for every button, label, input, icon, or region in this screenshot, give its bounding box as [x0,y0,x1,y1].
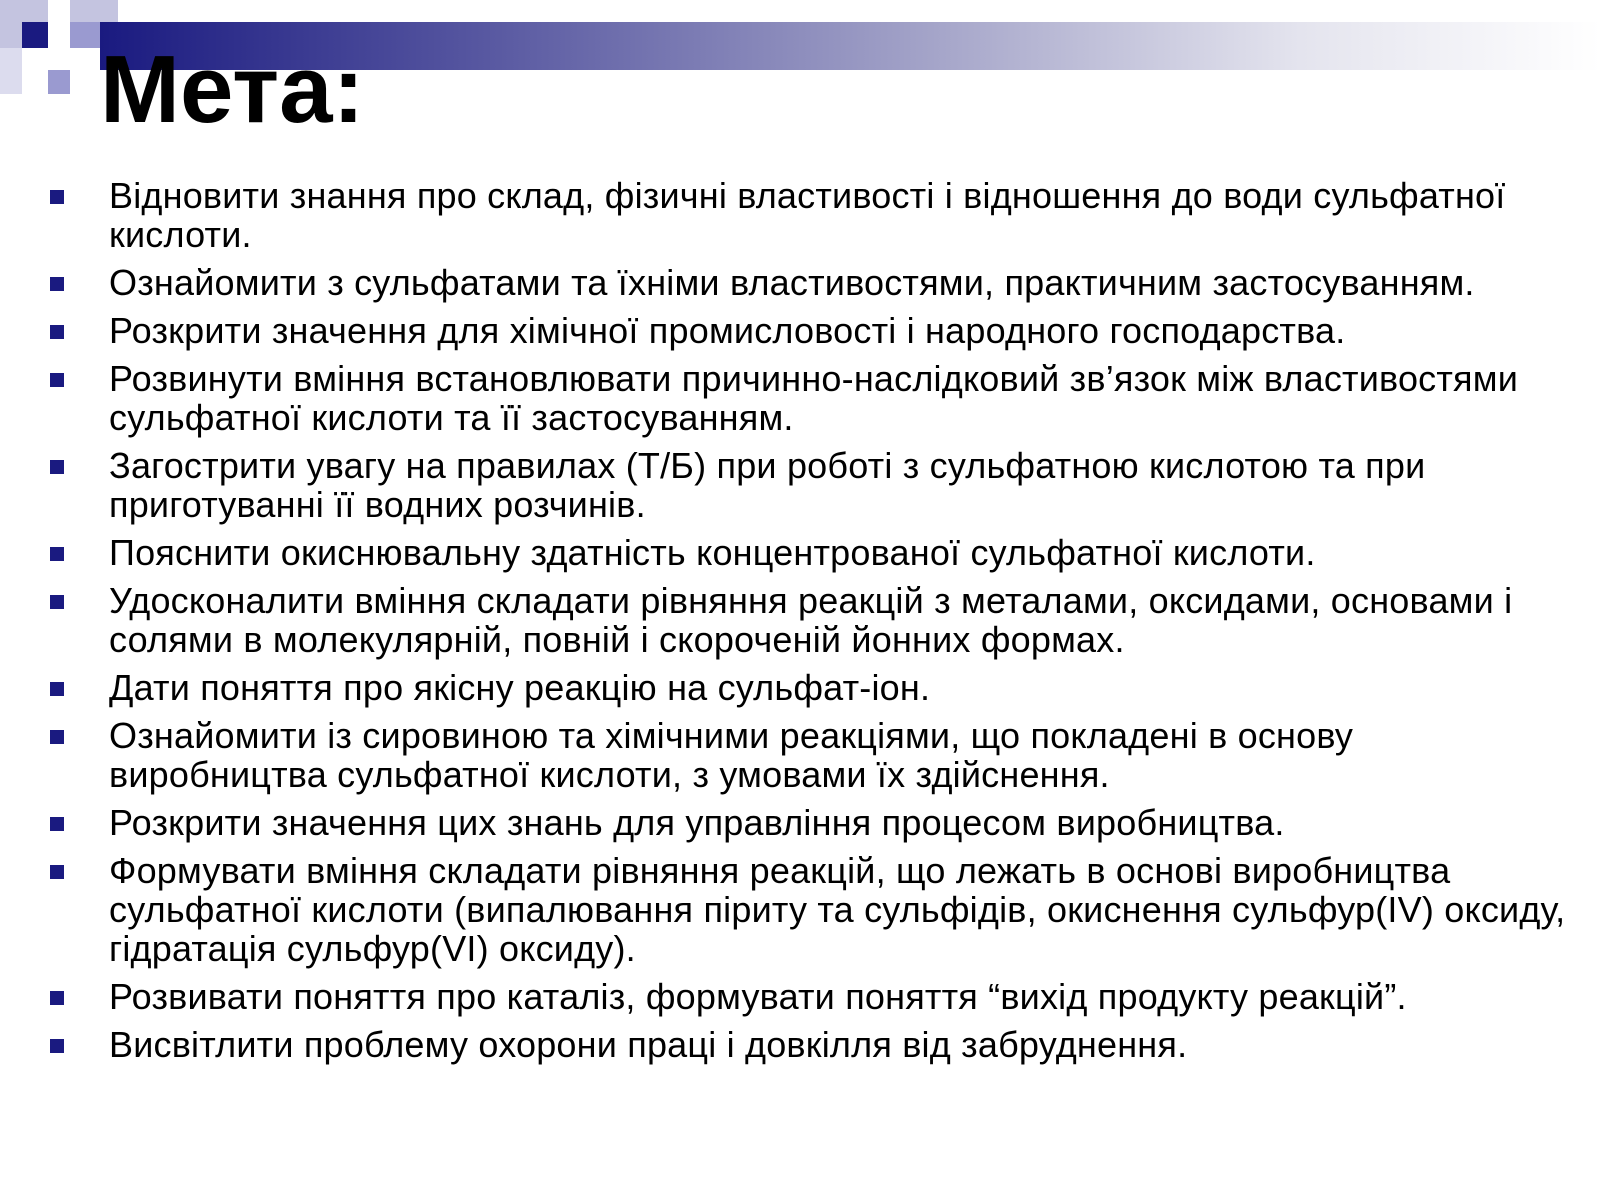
goal-text: Формувати вміння складати рівняння реакцій, що лежать в основі виробництва сульфатної кислоти (випалювання піриту та сульфідів, окиснення сульфур(IV) оксиду, гідратація сульфур(VI) оксиду). [109,850,1566,969]
goal-text: Удосконалити вміння складати рівняння реакцій з металами, оксидами, основами і солями в молекулярній, повній і скороченій йонних формах. [109,580,1513,660]
bullet-square-icon [50,595,64,609]
goal-item [50,446,1575,524]
goal-item [50,1025,1575,1064]
bullet-square-icon [50,190,64,204]
goal-item [50,977,1575,1016]
goal-item [50,668,1575,707]
bullet-square-icon [50,547,64,561]
goal-item [50,851,1575,968]
bullet-square-icon [50,865,64,879]
bullet-square-icon [50,1039,64,1053]
decor-square [48,70,70,94]
bullet-square-icon [50,373,64,387]
goal-text: Розвивати поняття про каталіз, формувати поняття “вихід продукту реакцій”. [109,976,1407,1017]
goal-item [50,581,1575,659]
decor-square [0,48,22,94]
goal-text: Ознайомити з сульфатами та їхніми властивостями, практичним застосуванням. [109,262,1475,303]
bullet-square-icon [50,730,64,744]
goal-text: Загострити увагу на правилах (Т/Б) при роботі з сульфатною кислотою та при приготуванні її водних розчинів. [109,445,1426,525]
goal-text: Розкрити значення цих знань для управління процесом виробництва. [109,802,1285,843]
goal-item [50,263,1575,302]
goal-list [50,176,1575,1073]
goal-item [50,311,1575,350]
goal-item [50,176,1575,254]
decor-square [70,0,118,22]
goal-text: Пояснити окиснювальну здатність концентрованої сульфатної кислоти. [109,532,1316,573]
goal-text: Ознайомити із сировиною та хімічними реакціями, що покладені в основу виробництва сульфатної кислоти, з умовами їх здійснення. [109,715,1354,795]
decor-square [22,22,48,48]
bullet-square-icon [50,460,64,474]
slide-title: Мета: [100,36,365,143]
goal-item [50,533,1575,572]
goal-text: Висвітлити проблему охорони праці і довкілля від забруднення. [109,1024,1188,1065]
bullet-square-icon [50,991,64,1005]
bullet-square-icon [50,817,64,831]
decor-square [70,22,100,48]
goal-item [50,716,1575,794]
goal-text: Розвинути вміння встановлювати причинно-наслідковий зв’язок між властивостями сульфатної кислоти та її застосуванням. [109,358,1519,438]
goal-item [50,359,1575,437]
goal-text: Розкрити значення для хімічної промисловості і народного господарства. [109,310,1346,351]
bullet-square-icon [50,325,64,339]
bullet-square-icon [50,682,64,696]
bullet-square-icon [50,277,64,291]
goal-item [50,803,1575,842]
goal-text: Дати поняття про якісну реакцію на сульфат-іон. [109,667,931,708]
goal-text: Відновити знання про склад, фізичні властивості і відношення до води сульфатної кислоти. [109,175,1506,255]
